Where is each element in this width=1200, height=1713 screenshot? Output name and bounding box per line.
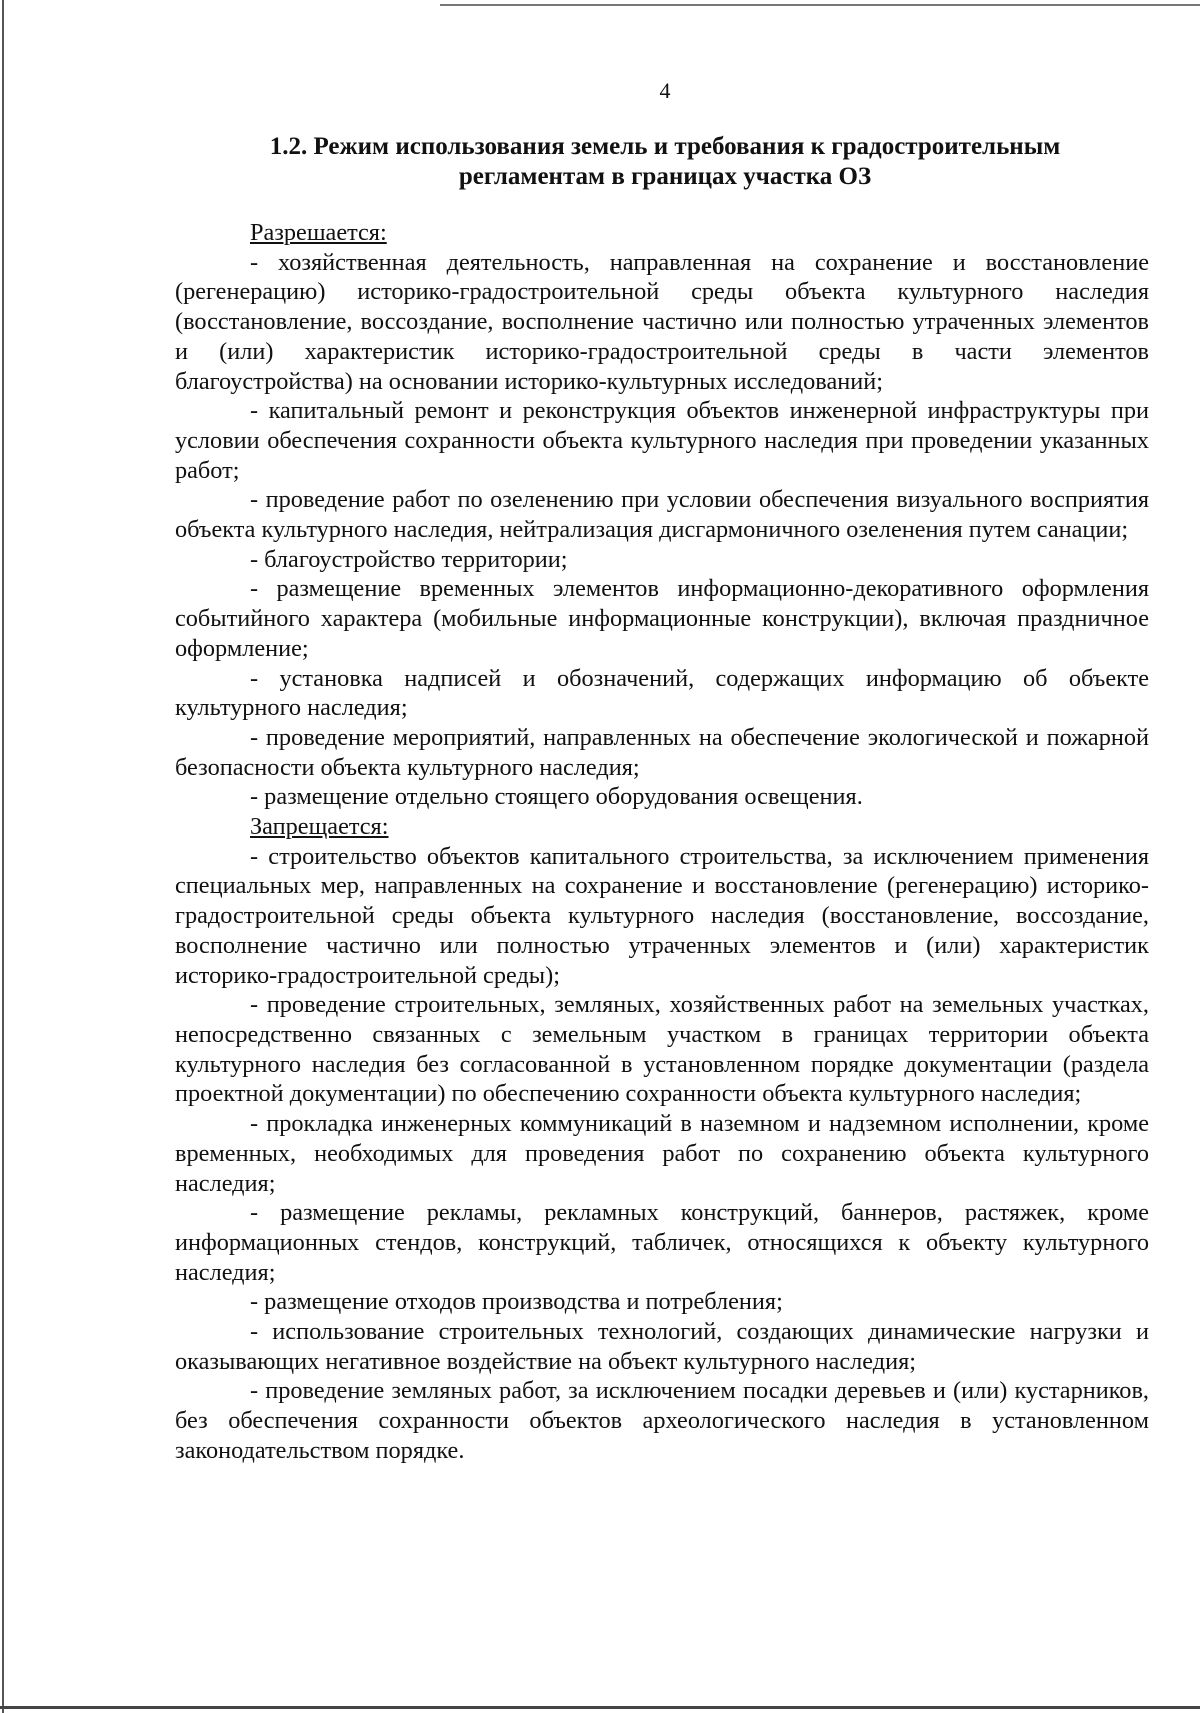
allowed-item: - проведение мероприятий, направленных на обеспечение экологической и пожарной безопасности объекта культурного наследия;	[175, 723, 1149, 781]
allowed-item: - проведение работ по озеленению при условии обеспечения визуального восприятия объекта культурного наследия, нейтрализация дисгармоничного озеленения путем санации;	[175, 486, 1149, 544]
prohibited-item: - строительство объектов капитального строительства, за исключением применения специальных мер, направленных на сохранение и восстановление (регенерацию) историко-градостроительной среды объекта культурного наследия (восстановление, воссоздание, восполнение частично или полностью утраченных элементов и (или) характеристик историко-градостроительной среды);	[175, 842, 1149, 989]
prohibited-heading: Запрещается:	[250, 813, 389, 841]
scan-edge-bottom	[0, 1706, 1200, 1709]
section-title-line-2: регламентам в границах участка ОЗ	[458, 163, 872, 190]
allowed-heading: Разрешается:	[250, 219, 387, 246]
allowed-item: - размещение отдельно стоящего оборудования освещения.	[250, 783, 863, 811]
prohibited-item: - проведение строительных, земляных, хозяйственных работ на земельных участках, непосредственно связанных с земельным участком в границах территории объекта культурного наследия без согласованной в установленном порядке документации (раздела проектной документации) по обеспечению сохранности объекта культурного наследия;	[175, 991, 1149, 1108]
scan-edge-left	[2, 0, 4, 1713]
allowed-item: - благоустройство территории;	[250, 545, 568, 573]
section-title	[200, 132, 1130, 192]
prohibited-item: - размещение отходов производства и потребления;	[250, 1288, 783, 1316]
allowed-item: - размещение временных элементов информационно-декоративного оформления событийного характера (мобильные информационные конструкции), включая праздничное оформление;	[175, 575, 1149, 662]
section-title-line-1: 1.2. Режим использования земель и требования к градостроительным	[269, 133, 1061, 160]
scan-edge-top	[440, 4, 1200, 6]
prohibited-item: - использование строительных технологий, создающих динамические нагрузки и оказывающих негативное воздействие на объект культурного наследия;	[175, 1318, 1149, 1375]
document-body	[175, 218, 1149, 1466]
prohibited-item: - прокладка инженерных коммуникаций в наземном и надземном исполнении, кроме временных, необходимых для проведения работ по сохранению объекта культурного наследия;	[175, 1110, 1149, 1197]
page-number: 4	[659, 78, 671, 103]
prohibited-item: - размещение рекламы, рекламных конструкций, баннеров, растяжек, кроме информационных стендов, конструкций, табличек, относящихся к объекту культурного наследия;	[175, 1199, 1149, 1286]
allowed-item: - хозяйственная деятельность, направленная на сохранение и восстановление (регенерацию) историко-градостроительной среды объекта культурного наследия (восстановление, воссоздание, восполнение частично или полностью утраченных элементов и (или) характеристик историко-градостроительной среды в части элементов благоустройства) на основании историко-культурных исследований;	[175, 248, 1149, 395]
allowed-item: - капитальный ремонт и реконструкция объектов инженерной инфраструктуры при условии обеспечения сохранности объекта культурного наследия при проведении указанных работ;	[175, 397, 1149, 484]
allowed-item: - установка надписей и обозначений, содержащих информацию об объекте культурного наследия;	[175, 664, 1149, 722]
prohibited-item: - проведение земляных работ, за исключением посадки деревьев и (или) кустарников, без обеспечения сохранности объектов археологического наследия в установленном законодательством порядке.	[175, 1377, 1149, 1464]
